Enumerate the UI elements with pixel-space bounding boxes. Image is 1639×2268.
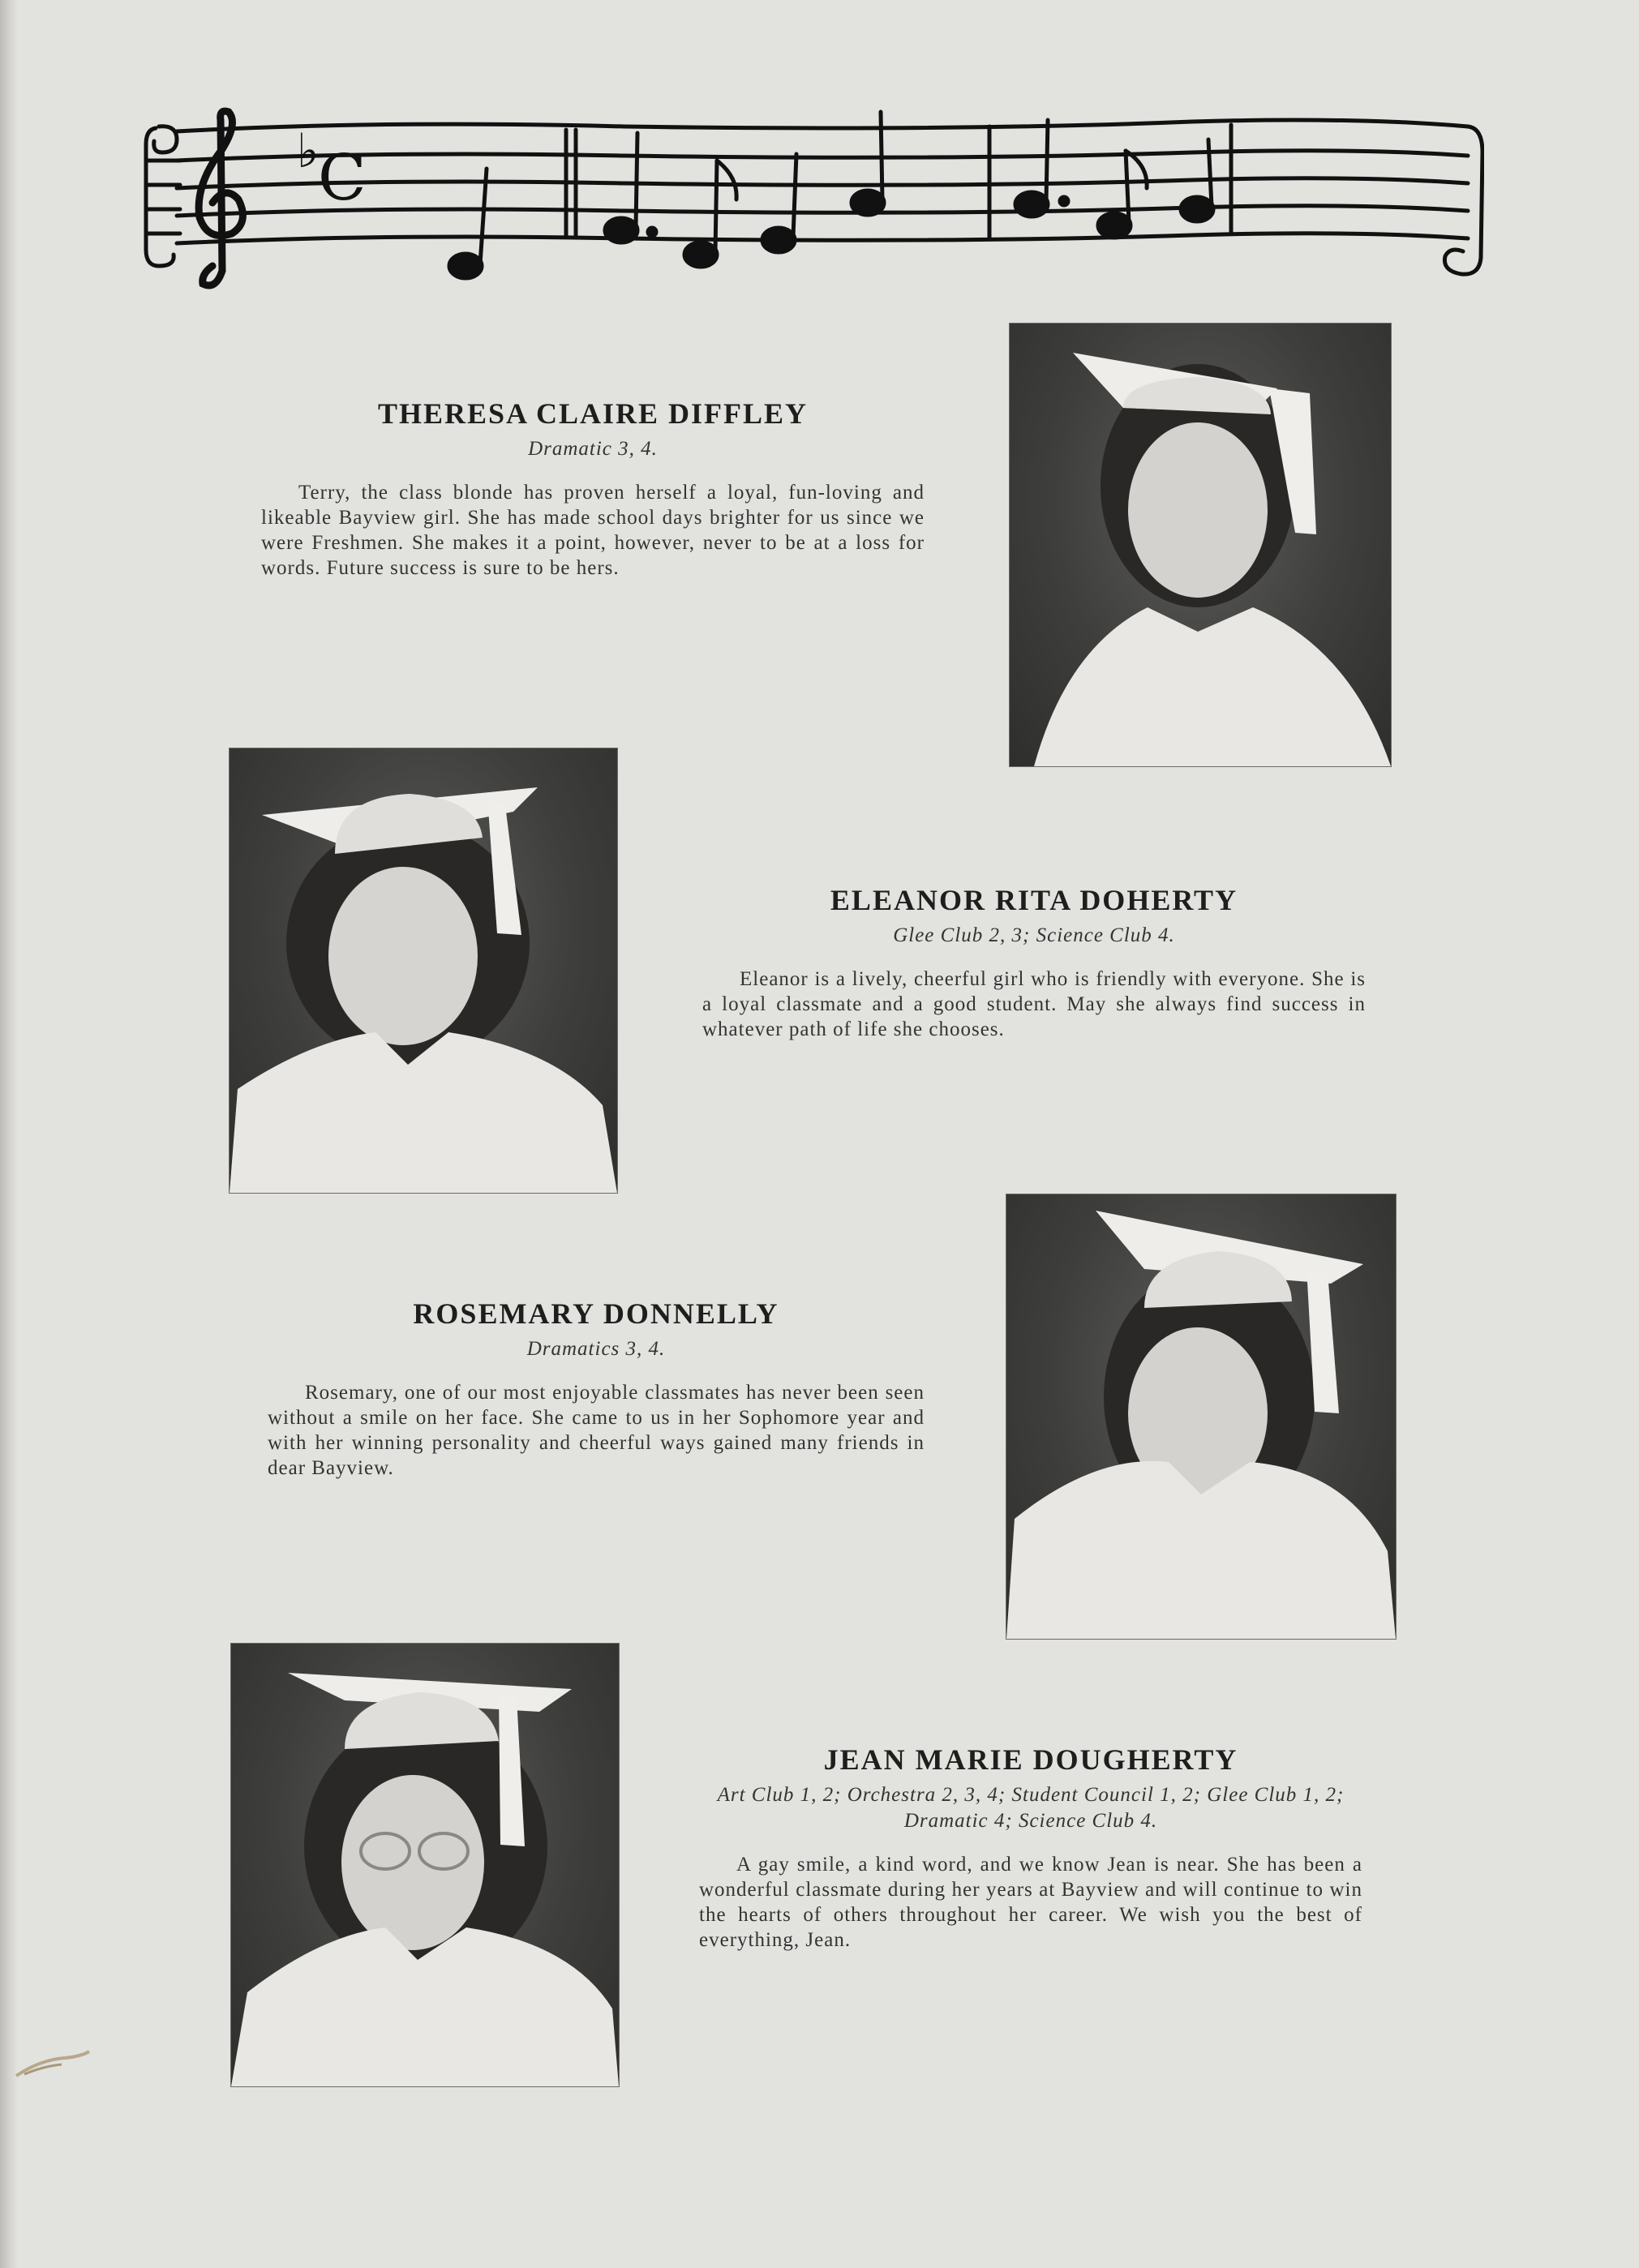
student-name: THERESA CLAIRE DIFFLEY [377,397,809,430]
student-activities: Glee Club 2, 3; Science Club 4. [893,924,1175,946]
student-portrait-photo [230,1643,620,2087]
student-portrait-photo [1006,1194,1397,1640]
svg-text:C: C [318,142,367,215]
svg-text:♭: ♭ [297,123,320,178]
student-entry-donnelly [268,1296,925,1481]
student-name: ROSEMARY DONNELLY [413,1297,779,1330]
student-entry-doherty [702,882,1366,1042]
student-bio: Terry, the class blonde has proven herself a loyal, fun-loving and likeable Bayview girl. She has made school days brighter for us since we were Freshmen. She makes it a point, however, never to be at a loss for words. Future success is sure to be hers. [261,482,925,579]
student-bio: Eleanor is a lively, cheerful girl who is friendly with everyone. She is a loyal classmate and a good student. May she always find success in whatever path of life she chooses. [702,968,1366,1040]
treble-clef-icon [199,111,242,285]
student-bio: Rosemary, one of our most enjoyable classmates has never been seen without a smile on her face. She came to us in her Sophomore year and with her winning personality and cheerful ways gained many friends in dear Bayview. [268,1382,925,1479]
student-entry-diffley [261,396,925,581]
page-binding-edge [0,0,18,2268]
binding-thread-mark [8,2043,97,2084]
student-activities: Dramatics 3, 4. [526,1338,666,1360]
student-portrait-photo [229,748,618,1194]
student-activities: Dramatic 3, 4. [528,438,658,460]
student-activities: Art Club 1, 2; Orchestra 2, 3, 4; Student Council 1, 2; Glee Club 1, 2; Dramatic 4; Science Club 4. [717,1784,1345,1832]
music-staff-banner [138,104,1484,290]
student-name: ELEANOR RITA DOHERTY [830,884,1238,916]
student-bio: A gay smile, a kind word, and we know Jean is near. She has been a wonderful classmate during her years at Bayview and will continue to win the hearts of others throughout her career. We wish you the best of everything, Jean. [699,1854,1362,1951]
student-entry-dougherty [699,1742,1362,1953]
student-name: JEAN MARIE DOUGHERTY [823,1743,1238,1776]
student-portrait-photo [1009,323,1392,767]
